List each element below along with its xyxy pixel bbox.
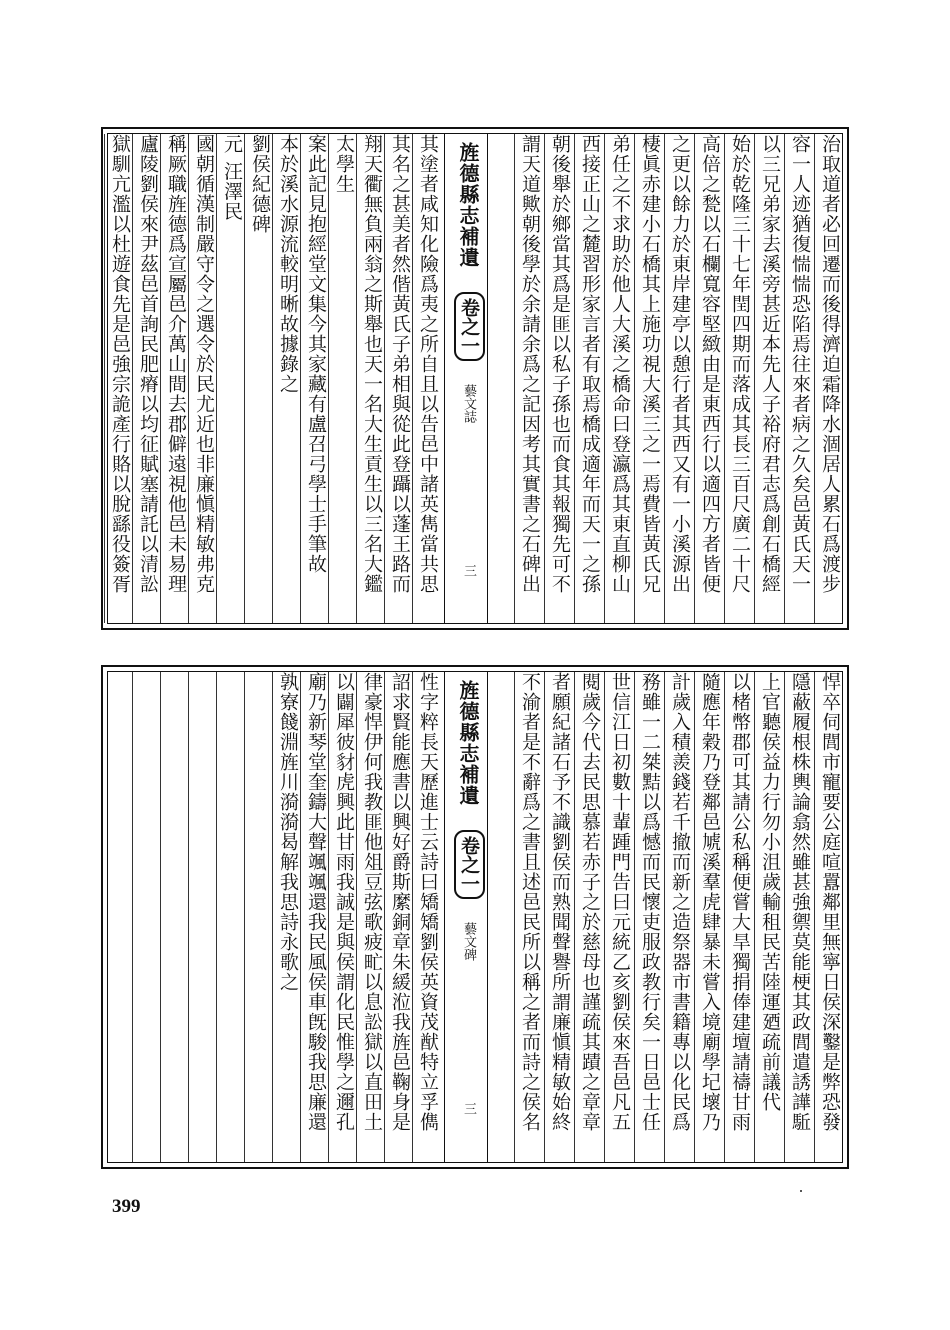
bottom-right-column-rule: [664, 672, 665, 1162]
bottom-left-column-5: [302, 672, 330, 1162]
top-left-column-text-1: 其塗者咸知化險爲夷之所自且以告邑中諸英雋當共思: [417, 134, 439, 594]
page-number: 399: [112, 1196, 141, 1217]
bottom-right-column-5: [696, 672, 724, 1162]
bottom-right-column-text-5: 隨應年穀乃登鄰邑虓溪羣虎肆暴未嘗入境廟學圮壞乃: [699, 672, 721, 1132]
bottom-right-column-rule: [574, 672, 575, 1162]
bottom-left-column-4: [330, 672, 358, 1162]
top-right-column-rule: [604, 134, 605, 623]
bottom-right-column-rule: [814, 672, 815, 1162]
bottom-left-column-6: [274, 672, 302, 1162]
top-left-column-9: [190, 134, 218, 623]
bottom-right-column-rule: [754, 672, 755, 1162]
bottom-left-column-7: [246, 672, 274, 1162]
top-page: [101, 127, 849, 630]
top-leaf-number: 三: [461, 564, 476, 577]
top-right-column-rule: [544, 134, 545, 623]
top-center-band: [444, 134, 488, 623]
top-left-column-12: [106, 134, 134, 623]
top-right-column-text-3: 以三兄弟家去溪旁甚近本先人子裕府君志爲創石橋經: [759, 134, 781, 594]
bottom-right-column-text-8: 世信江日初數十輩踵門告曰元統乙亥劉侯來吾邑凡五: [609, 672, 631, 1132]
top-right-column-rule: [724, 134, 725, 623]
top-left-column-text-4: 太學生: [333, 134, 355, 194]
top-right-column-4: [726, 134, 754, 623]
top-right-column-10: [546, 134, 574, 623]
top-left-column-7: [246, 134, 274, 623]
top-left-column-2: [386, 134, 414, 623]
top-left-column-text-3: 翔天衢無負兩翁之斯舉也天一名大生貢生以三名大鑑: [361, 134, 383, 594]
top-left-column-text-8: 元 汪澤民: [221, 134, 243, 222]
bottom-right-column-text-3: 上官聽侯益力行勿小沮歲輸租民苦陸運廼疏前議代: [759, 672, 781, 1112]
bottom-leaf-number: 三: [461, 1102, 476, 1115]
bottom-book-title: 旌德縣志補遺: [456, 680, 480, 806]
bottom-left-column-2: [386, 672, 414, 1162]
top-left-column-text-6: 本於溪水源流較明晰故據錄之: [277, 134, 299, 394]
bottom-right-column-1: [816, 672, 844, 1162]
bottom-right-column-4: [726, 672, 754, 1162]
top-right-column-text-4: 始於乾隆三十七年閏四期而落成其長三百尺廣二十尺: [729, 134, 751, 594]
bottom-right-column-rule: [604, 672, 605, 1162]
bottom-right-column-rule: [544, 672, 545, 1162]
scan-speck: [800, 1190, 802, 1192]
top-left-column-3: [358, 134, 386, 623]
top-right-column-7: [636, 134, 664, 623]
top-left-column-text-9: 國朝循漢制嚴守令之選令於民尤近也非廉愼精敏弗克: [193, 134, 215, 594]
top-right-column-9: [576, 134, 604, 623]
bottom-right-column-rule: [514, 672, 515, 1162]
bottom-right-column-6: [666, 672, 694, 1162]
bottom-right-column-2: [786, 672, 814, 1162]
top-volume-label: 卷之一: [454, 292, 485, 361]
bottom-right-column-7: [636, 672, 664, 1162]
bottom-left-column-text-6: 孰寮餞淵旌川漪漪曷解我思詩永歌之: [277, 672, 299, 992]
bottom-left-column-text-5: 廟乃新琴堂奎鑄大聲颯颯還我民風侯車旣駿我思廉還: [305, 672, 327, 1132]
top-right-column-text-9: 西接正山之麓習形家言者有取焉橋成適年而天一之孫: [579, 134, 601, 594]
top-right-column-text-6: 之更以餘力於東岸建亭以憩行者其西又有一小溪源出: [669, 134, 691, 594]
top-right-column-text-1: 治取道者必回遷而後得濟迫霜降水涸居人累石爲渡步: [819, 134, 841, 594]
top-right-column-rule: [634, 134, 635, 623]
top-right-column-2: [786, 134, 814, 623]
top-left-column-text-5: 案此記見抱經堂文集今其家藏有盧召弓學士手筆故: [305, 134, 327, 574]
bottom-left-column-8: [218, 672, 246, 1162]
top-right-column-text-5: 高倍之甃以石欄寬容堅緻由是東西行以適四方者皆便: [699, 134, 721, 594]
top-right-column-rule: [814, 134, 815, 623]
top-right-column-rule: [754, 134, 755, 623]
top-left-column-6: [274, 134, 302, 623]
top-right-column-1: [816, 134, 844, 623]
bottom-page-frame: [107, 671, 843, 1163]
bottom-center-band: [444, 672, 488, 1162]
bottom-right-column-11: [516, 672, 544, 1162]
bottom-right-column-rule: [784, 672, 785, 1162]
top-left-column-5: [302, 134, 330, 623]
top-right-column-text-7: 棲眞赤建小石橋其上施功視大溪三之一焉費皆黃氏兄: [639, 134, 661, 594]
bottom-right-column-text-2: 隱蔽履根株輿論翕然雖甚強禦莫能梗其政閭遣誘譁駈: [789, 672, 811, 1132]
bottom-right-column-9: [576, 672, 604, 1162]
top-right-column-11: [516, 134, 544, 623]
top-left-column-text-10: 稱厥職旌德爲宣屬邑介萬山間去郡僻遠視他邑未易理: [165, 134, 187, 594]
bottom-volume-label: 卷之一: [454, 830, 485, 899]
top-left-column-text-7: 劉侯紀德碑: [249, 134, 271, 234]
top-left-column-rule: [104, 134, 105, 623]
bottom-right-column-text-11: 不渝者是不辭爲之書且述邑民所以稱之者而詩之侯名: [519, 672, 541, 1132]
bottom-right-column-text-6: 計歲入積羨錢若千撤而新之造祭器市書籍專以化民爲: [669, 672, 691, 1132]
top-right-column-3: [756, 134, 784, 623]
bottom-left-column-text-2: 詔求賢能應書以興好爵斯縻銅章朱緩涖我旌邑鞠身是: [389, 672, 411, 1132]
bottom-right-column-8: [606, 672, 634, 1162]
bottom-left-column-text-1: 性字粹長天歷進士云詩曰矯矯劉侯英資茂猷特立孚儁: [417, 672, 439, 1132]
top-left-column-10: [162, 134, 190, 623]
top-right-column-rule: [514, 134, 515, 623]
bottom-right-column-text-7: 務雖一二桀黠以爲憾而民懷吏服政教行矣一日邑士任: [639, 672, 661, 1132]
bottom-right-column-text-4: 以楮幣郡可其請公私稱便嘗大旱獨捐俸建壇請禱甘雨: [729, 672, 751, 1132]
top-right-column-rule: [574, 134, 575, 623]
bottom-left-column-1: [414, 672, 442, 1162]
top-category: 藝文誌: [461, 384, 476, 423]
bottom-left-column-rule: [132, 672, 133, 1162]
top-right-column-8: [606, 134, 634, 623]
top-right-column-rule: [784, 134, 785, 623]
top-left-column-text-2: 其名之甚美者然偕黃氏子弟相與從此登躡以蓬王路而: [389, 134, 411, 594]
bottom-right-column-rule: [694, 672, 695, 1162]
top-left-column-text-11: 廬陵劉侯來尹茲邑首詢民肥瘠以均征賦塞請託以清訟: [137, 134, 159, 594]
top-right-column-text-11: 謂天道歟朝後學於余請余爲之記因考其實書之石碑出: [519, 134, 541, 594]
bottom-right-column-rule: [724, 672, 725, 1162]
top-right-column-rule: [664, 134, 665, 623]
top-right-column-5: [696, 134, 724, 623]
bottom-page: [101, 665, 849, 1169]
top-page-frame: [107, 133, 843, 624]
bottom-left-column-10: [162, 672, 190, 1162]
top-right-column-text-8: 弟任之不求助於他人大溪之橋命曰登瀛爲其東直柳山: [609, 134, 631, 594]
bottom-right-column-text-1: 悍卒伺閭市寵要公庭喧囂鄰里無寧日侯深鑿是弊恐發: [819, 672, 841, 1132]
bottom-right-column-3: [756, 672, 784, 1162]
top-right-column-6: [666, 134, 694, 623]
bottom-left-column-11: [134, 672, 162, 1162]
bottom-category: 藝文碑: [461, 922, 476, 961]
bottom-left-column-9: [190, 672, 218, 1162]
top-left-column-text-12: 獄馴亢濫以杜遊食先是邑強宗詭產行賂以脫繇役簽胥: [109, 134, 131, 594]
bottom-right-column-10: [546, 672, 574, 1162]
bottom-right-column-rule: [634, 672, 635, 1162]
top-left-column-1: [414, 134, 442, 623]
bottom-left-column-text-3: 律豪悍伊何我教匪他俎豆弦歌疲甿以息訟獄以直田土: [361, 672, 383, 1132]
bottom-right-column-text-10: 者願紀諸石予不識劉侯而熟聞聲譽所謂廉愼精敏始終: [549, 672, 571, 1132]
top-right-column-text-2: 容一人迹猶復惴惴恐陷焉往來者病之久矣邑黃氏天一: [789, 134, 811, 594]
bottom-left-column-3: [358, 672, 386, 1162]
bottom-right-column-text-9: 閱歲今代去民思慕若赤子之於慈母也謹疏其蹟之章章: [579, 672, 601, 1132]
top-left-column-11: [134, 134, 162, 623]
top-right-column-rule: [694, 134, 695, 623]
top-left-column-4: [330, 134, 358, 623]
bottom-left-column-text-4: 以闢犀彼豺虎興此甘雨我誠是與侯謂化民惟學之邇孔: [333, 672, 355, 1132]
top-right-column-text-10: 朝後舉於鄉當其爲是匪以私子孫也而食其報獨先可不: [549, 134, 571, 594]
top-book-title: 旌德縣志補遺: [456, 142, 480, 268]
top-left-column-8: [218, 134, 246, 623]
